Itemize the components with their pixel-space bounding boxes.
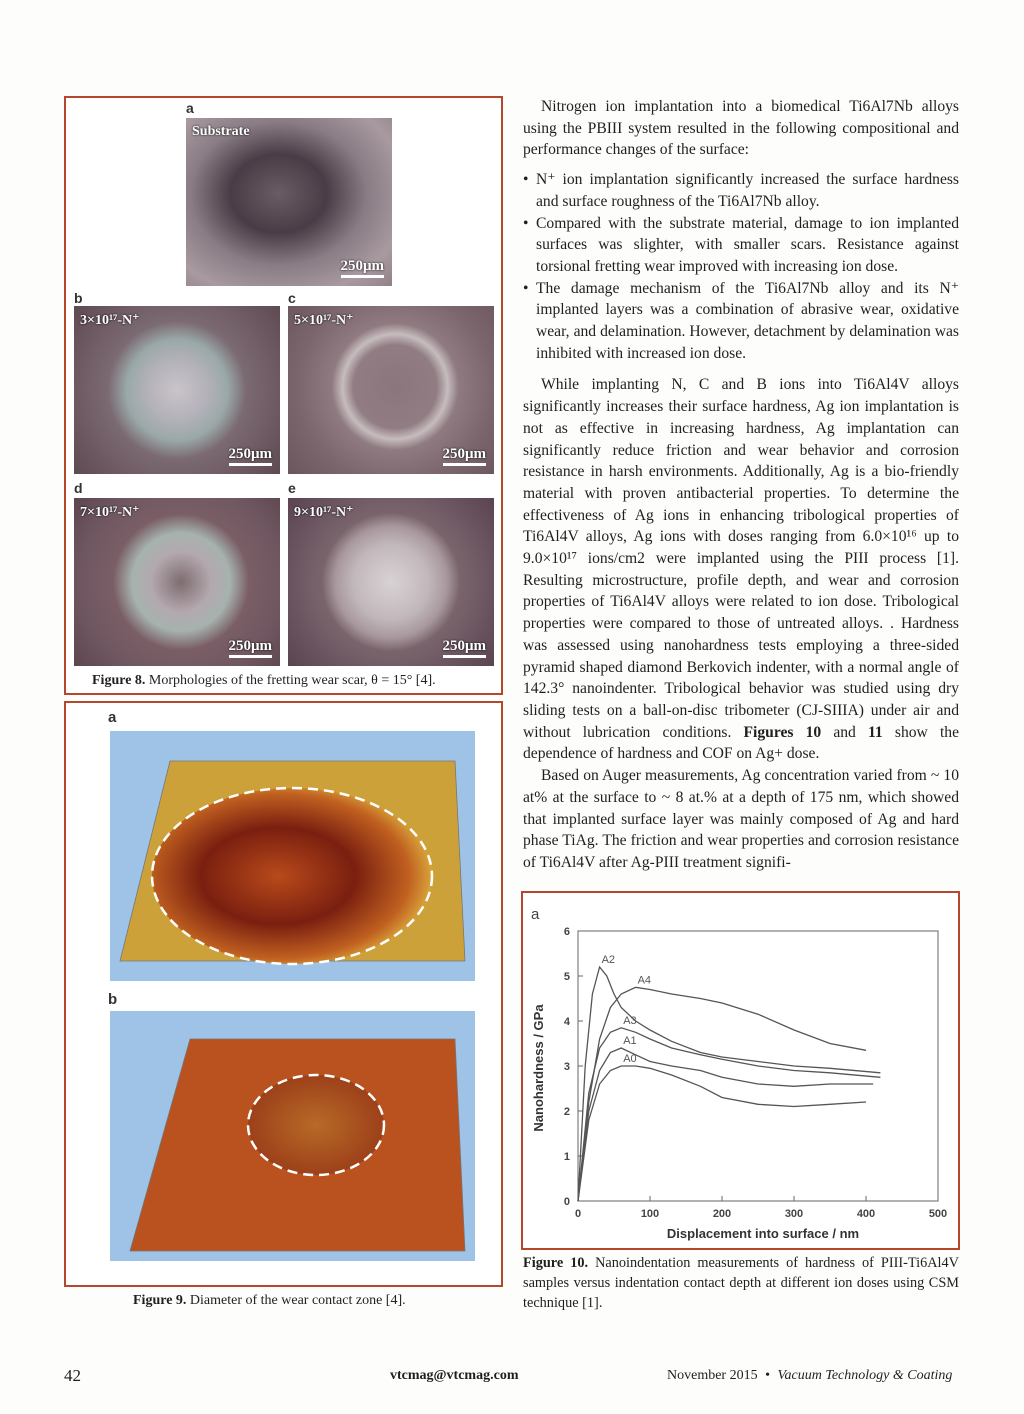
- micrograph-label: Substrate: [192, 124, 250, 139]
- scale-bar: 250μm: [229, 446, 273, 466]
- figure-9-caption: [133, 1292, 493, 1310]
- figure-10-caption: [523, 1253, 959, 1313]
- panel-letter-c: c: [288, 290, 296, 306]
- caption-label: Figure 9.: [133, 1293, 187, 1308]
- scale-bar: 250μm: [443, 446, 487, 466]
- y-tick-label: 0: [563, 1196, 570, 1208]
- paragraph-text: and: [821, 723, 868, 741]
- panel-letter-a: a: [186, 100, 194, 116]
- bullet-item: • N⁺ ion implantation significantly increased the surface hardness and surface roughness of the Ti6Al7Nb alloy.: [523, 169, 959, 212]
- panel-letter-b: b: [74, 290, 83, 306]
- paragraph-text: show the dependence of hardness and COF on Ag+ dose.: [523, 723, 959, 763]
- panel-letter-d: d: [74, 480, 83, 496]
- series-label-a4: A4: [637, 974, 652, 987]
- bullet-item: • The damage mechanism of the Ti6Al7Nb alloy and its N⁺ implanted layers was a combination of abrasive wear, oxidative wear, and delamination. However, detachment by delamination was inhibited with increased ion dose.: [523, 278, 959, 365]
- micrograph-7e17: [74, 498, 280, 666]
- bullet-item: • Compared with the substrate material, damage to ion implanted surfaces was slighter, with smaller scars. Resistance against torsional fretting wear improved with increasing ion dose.: [523, 213, 959, 278]
- series-label-a0: A0: [623, 1053, 637, 1065]
- hardness-chart: [523, 893, 958, 1248]
- y-axis-label: Nanohardness / GPa: [531, 1004, 546, 1132]
- series-label-a2: A2: [601, 954, 616, 966]
- series-label-a3: A3: [623, 1014, 637, 1027]
- y-tick-label: 5: [563, 971, 570, 983]
- page-number: 42: [64, 1366, 81, 1385]
- scale-bar: 250μm: [341, 258, 385, 278]
- x-axis-label: Displacement into surface / nm: [666, 1226, 860, 1241]
- x-tick-label: 0: [574, 1208, 582, 1220]
- micrograph-5e17: [288, 306, 494, 474]
- paragraph-text: While implanting N, C and B ions into Ti6Al4V alloys significantly increases their surface hardness, Ag ion implantation is not as effective in increasing hardness, Ag implantation can significantly reduce friction and wear behavior and corrosion resistance in harsh environments. Additionally, Ag is a bio-friendly material with proven antibacterial properties. To determine the effectiveness of Ag ions in enhancing tribological properties of Ti6Al4V alloys, Ag ions with doses ranging from 6.0×10¹⁶ up to 9.0×10¹⁷ ions/cm2 were implanted using the PIII process [1]. Resulting microstructure, profile depth, and wear and corrosion properties of Ti6Al4V alloys were related to ion dose. Tribological properties were compared to those of untreated alloys. . Hardness was assessed using nanohardness tests employing a three-sided pyramid shaped diamond Berkovich indenter, with a normal angle of 142.3° nanoindenter. Tribological behavior was studied using dry sliding tests on a ball-on-disc tribometer (CJ-SIIIA) under air and without lubrication conditions.: [523, 376, 959, 741]
- caption-label: Figure 10.: [523, 1255, 589, 1271]
- panel-letter-b: b: [108, 991, 118, 1008]
- footer-issue: [667, 1368, 952, 1384]
- micrograph-label: 5×10¹⁷-N⁺: [294, 313, 354, 328]
- panel-letter-e: e: [288, 480, 296, 496]
- panel-letter-a: a: [108, 709, 117, 726]
- micrograph-label: 7×10¹⁷-N⁺: [80, 505, 140, 520]
- micrograph-3e17: [74, 306, 280, 474]
- y-tick-label: 6: [563, 926, 570, 938]
- bullet-list: [523, 169, 959, 364]
- micrograph-9e17: [288, 498, 494, 666]
- x-tick-label: 100: [640, 1208, 660, 1220]
- footer-email[interactable]: vtcmag@vtcmag.com: [390, 1368, 519, 1383]
- series-line-a1: [578, 1048, 873, 1201]
- paragraph-ag-implantation: [523, 374, 959, 765]
- x-tick-label: 200: [712, 1208, 732, 1220]
- footer-separator: •: [765, 1368, 770, 1383]
- caption-text: Morphologies of the fretting wear scar, θ = 15° [4].: [145, 673, 436, 688]
- figure-10: [521, 891, 960, 1250]
- footer-date: November 2015: [667, 1368, 758, 1383]
- surface-plot-b: [110, 1011, 475, 1261]
- figure-9: [64, 701, 503, 1287]
- micrograph-label: 3×10¹⁷-N⁺: [80, 313, 140, 328]
- footer-magazine: Vacuum Technology & Coating: [777, 1368, 953, 1383]
- x-tick-label: 500: [928, 1208, 948, 1220]
- scale-bar: 250μm: [443, 638, 487, 658]
- caption-text: Diameter of the wear contact zone [4].: [186, 1293, 406, 1308]
- surface-plot-a: [110, 731, 475, 981]
- y-tick-label: 1: [563, 1151, 570, 1163]
- x-tick-label: 400: [856, 1208, 876, 1220]
- y-tick-label: 3: [563, 1061, 570, 1073]
- y-tick-label: 4: [563, 1016, 570, 1028]
- y-tick-label: 2: [563, 1106, 570, 1118]
- figure-8: [64, 96, 503, 695]
- paragraph-auger: Based on Auger measurements, Ag concentration varied from ~ 10 at% at the surface to ~ 8 at.% at a depth of 175 nm, which showed that implanted surface layer was mainly composed of Ag and hard phase TiAg. The friction and wear properties and corrosion resistance of Ti6Al4V after Ag-PIII treatment signifi-: [523, 767, 959, 871]
- scale-bar: 250μm: [229, 638, 273, 658]
- caption-label: Figure 8.: [92, 673, 146, 688]
- figure-ref: Figures 10: [743, 723, 822, 741]
- intro-paragraph: Nitrogen ion implantation into a biomedical Ti6Al7Nb alloys using the PBIII system resulted in the following compositional and performance changes of the surface:: [523, 98, 959, 159]
- chart-panel-letter: a: [531, 906, 540, 923]
- micrograph-label: 9×10¹⁷-N⁺: [294, 505, 354, 520]
- micrograph-substrate: [186, 118, 392, 286]
- series-label-a1: A1: [623, 1035, 637, 1047]
- x-tick-label: 300: [784, 1208, 804, 1220]
- caption-text: Nanoindentation measurements of hardness of PIII-Ti6Al4V samples versus indentation contact depth at different ion doses using CSM technique [1].: [523, 1255, 959, 1311]
- series-line-a0: [578, 1066, 866, 1201]
- figure-ref: 11: [868, 723, 883, 741]
- figure-8-caption: [92, 672, 512, 690]
- series-line-a4: [578, 987, 866, 1201]
- body-column: [523, 96, 959, 874]
